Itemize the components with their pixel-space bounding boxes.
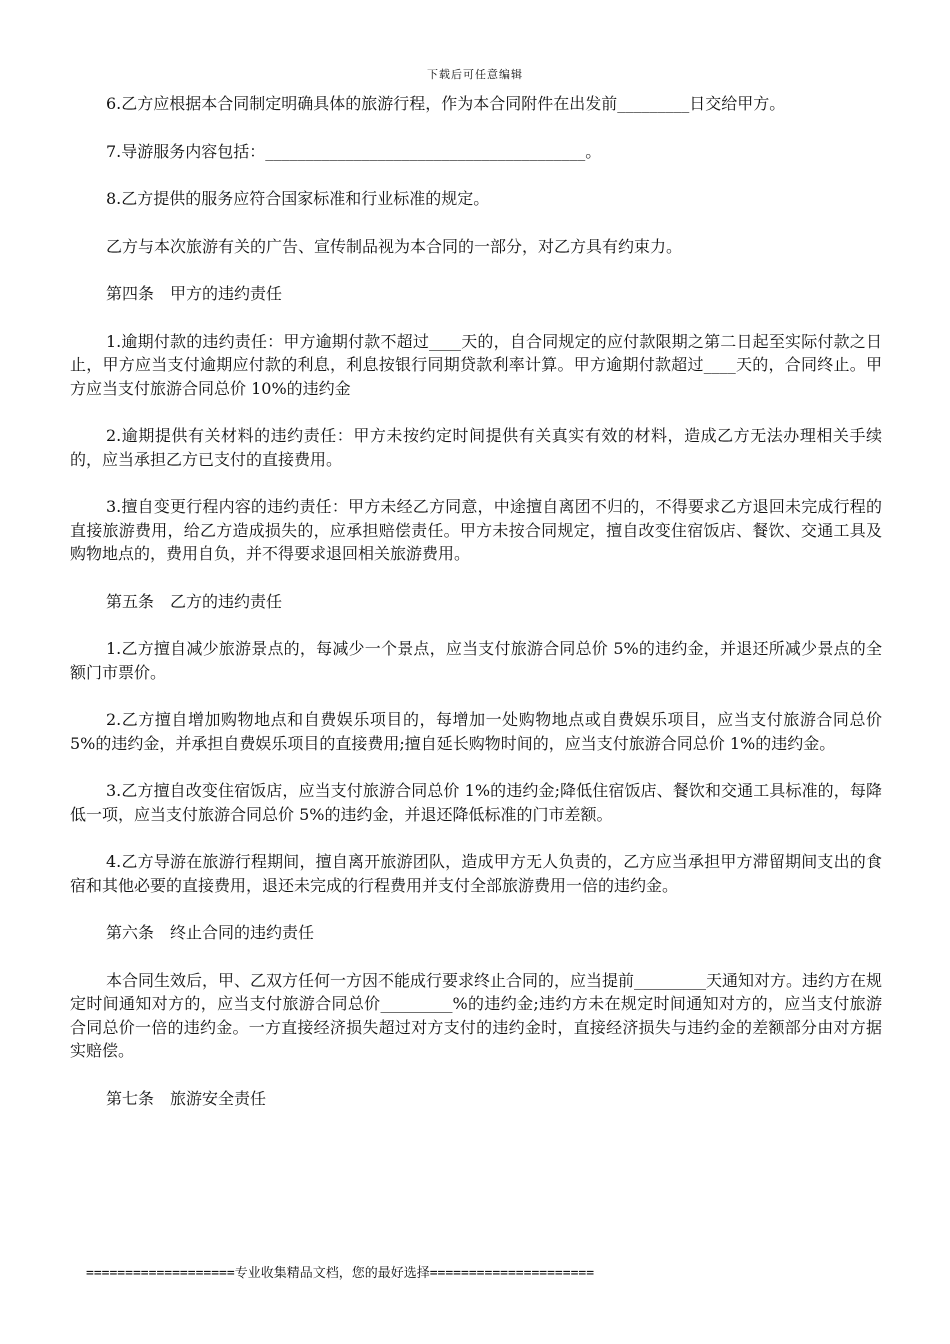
article-5-item-4: 4.乙方导游在旅游行程期间，擅自离开旅游团队，造成甲方无人负责的，乙方应当承担甲方滞留期间支出的食宿和其他必要的直接费用，退还未完成的行程费用并支付全部旅游费用一倍的违约金。	[70, 852, 882, 895]
article-4-item-2: 2.逾期提供有关材料的违约责任：甲方未按约定时间提供有关真实有效的材料，造成乙方无法办理相关手续的，应当承担乙方已支付的直接费用。	[70, 426, 882, 469]
clause-8-service-standards: 8.乙方提供的服务应符合国家标准和行业标准的规定。	[106, 189, 490, 208]
article-5-item-2: 2.乙方擅自增加购物地点和自费娱乐项目的，每增加一处购物地点或自费娱乐项目，应当支付旅游合同总价 5%的违约金，并承担自费娱乐项目的直接费用;擅自延长购物时间的，应当支付旅游合同总价 1%的违约金。	[70, 710, 882, 753]
advertising-binding-clause: 乙方与本次旅游有关的广告、宣传制品视为本合同的一部分，对乙方具有约束力。	[106, 236, 683, 256]
article-6-heading: 第六条 终止合同的违约责任	[106, 923, 315, 942]
article-5-item-3: 3.乙方擅自改变住宿饭店，应当支付旅游合同总价 1%的违约金;降低住宿饭店、餐饮和交通工具标准的，每降低一项，应当支付旅游合同总价 5%的违约金，并退还降低标准的门市差额。	[70, 781, 882, 824]
article-4-heading: 第四条 甲方的违约责任	[106, 284, 283, 303]
article-5-heading: 第五条 乙方的违约责任	[106, 591, 283, 611]
clause-7-guide-services: 7.导游服务内容包括：________________________________________。	[106, 141, 602, 161]
article-4-item-1: 1.逾期付款的违约责任：甲方逾期付款不超过____天的，自合同规定的应付款限期之第二日起至实际付款之日止，甲方应当支付逾期应付款的利息，利息按银行同期贷款利率计算。甲方逾期付款超过____天的，合同终止。甲方应当支付旅游合同总价 10%的违约金	[70, 331, 882, 398]
article-6-body: 本合同生效后，甲、乙双方任何一方因不能成行要求终止合同的，应当提前_________天通知对方。违约方在规定时间通知对方的，应当支付旅游合同总价_________%的违约金;违约方未在规定时间通知对方的，应当支付旅游合同总价一倍的违约金。一方直接经济损失超过对方支付的违约金时，直接经济损失与违约金的差额部分由对方据实赔偿。	[70, 970, 883, 1060]
document-body	[70, 92, 882, 1110]
clause-6-itinerary: 6.乙方应根据本合同制定明确具体的旅游行程，作为本合同附件在出发前_________日交给甲方。	[106, 94, 786, 113]
article-4-item-3: 3.擅自变更行程内容的违约责任：甲方未经乙方同意，中途擅自离团不归的，不得要求乙方退回未完成行程的直接旅游费用，给乙方造成损失的，应承担赔偿责任。甲方未按合同规定，擅自改变住宿饭店、餐饮、交通工具及购物地点的，费用自负，并不得要求退回相关旅游费用。	[70, 497, 882, 563]
page-header-note: 下载后可任意编辑	[427, 68, 523, 81]
article-5-item-1: 1.乙方擅自减少旅游景点的，每减少一个景点，应当支付旅游合同总价 5%的违约金，并退还所减少景点的全额门市票价。	[70, 639, 882, 682]
page-footer-note: ===================专业收集精品文档，您的最好选择=====================	[86, 1266, 595, 1281]
article-7-heading: 第七条 旅游安全责任	[106, 1088, 267, 1108]
